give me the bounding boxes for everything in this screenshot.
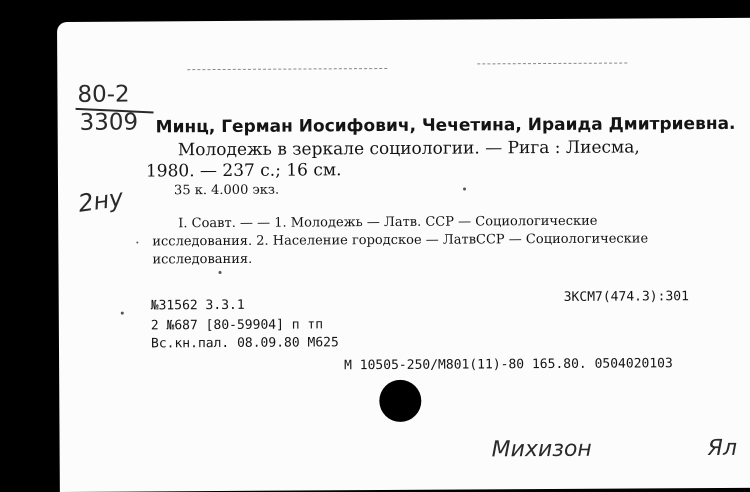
card-heading: Минц, Герман Иосифович, Чечетина, Ираида Дмитриевна. xyxy=(155,113,736,138)
handwritten-signature: Михизон xyxy=(491,436,592,463)
subjects-line-1: I. Соавт. — — 1. Молодежь — Латв. ССР — Социологические xyxy=(178,213,598,232)
author-mark: 2ну xyxy=(76,183,126,218)
shelf-mark-bottom: 3309 xyxy=(79,109,139,136)
order-line: 2 №687 [80-59904] п тп xyxy=(150,317,324,334)
title-line-1: Молодежь в зеркале социологии. — Рига : Лиесма, xyxy=(177,137,640,161)
subjects-line-2: исследования. 2. Население городское — ЛатвССР — Социологические xyxy=(152,231,649,250)
scan-dash-line xyxy=(477,63,627,65)
scan-dash-line xyxy=(187,68,387,70)
speck xyxy=(463,188,466,191)
title-line-2: 1980. — 237 с.; 16 см. xyxy=(145,160,342,182)
punch-hole xyxy=(379,380,421,422)
speck xyxy=(136,242,138,244)
shelf-mark-top: 80-2 xyxy=(77,81,130,108)
price-line: 35 к. 4.000 экз. xyxy=(173,182,280,199)
classification-index: 3КСМ7(474.3):301 xyxy=(563,289,689,305)
initial-mark: Ял xyxy=(707,435,738,462)
date-line: Вс.кн.пал. 08.09.80 М625 xyxy=(150,335,339,352)
subjects-line-3: исследования. xyxy=(152,251,253,268)
speck xyxy=(121,312,124,315)
publication-code: М 10505-250/М801(11)-80 165.80. 0504020103 xyxy=(344,356,673,374)
number-line: №31562 3.3.1 xyxy=(150,297,245,314)
catalog-card xyxy=(57,18,750,492)
speck xyxy=(219,271,222,274)
